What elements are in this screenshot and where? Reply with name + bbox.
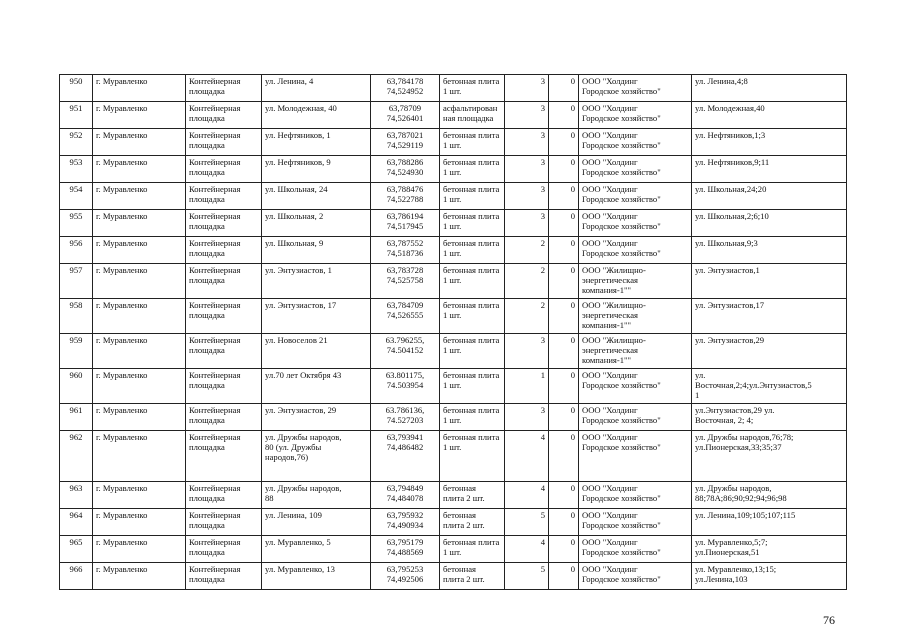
table-row <box>60 129 847 156</box>
row-number: 960 <box>60 369 93 404</box>
volume-cell: 0 <box>549 156 579 183</box>
table-body <box>60 75 847 590</box>
owner-cell: ООО "Холдинг Городское хозяйство" <box>579 183 692 210</box>
site-type-cell: Контейнерная площадка <box>186 536 262 563</box>
site-type-cell: Контейнерная площадка <box>186 210 262 237</box>
coordinates-cell: 63,795179 74,488569 <box>371 536 440 563</box>
volume-cell: 0 <box>549 334 579 369</box>
surface-cell: бетонная плита 1 шт. <box>440 183 505 210</box>
address-cell: ул. Ленина, 109 <box>262 509 371 536</box>
coordinates-cell: 63,786194 74,517945 <box>371 210 440 237</box>
row-number: 965 <box>60 536 93 563</box>
volume-cell: 0 <box>549 509 579 536</box>
surface-cell: бетонная плита 2 шт. <box>440 482 505 509</box>
volume-cell: 0 <box>549 299 579 334</box>
site-type-cell: Контейнерная площадка <box>186 404 262 431</box>
table-row <box>60 264 847 299</box>
volume-cell: 0 <box>549 563 579 590</box>
surface-cell: бетонная плита 1 шт. <box>440 431 505 482</box>
row-number: 955 <box>60 210 93 237</box>
served-addresses-cell: ул. Энтузиастов,17 <box>692 299 847 334</box>
site-type-cell: Контейнерная площадка <box>186 509 262 536</box>
site-type-cell: Контейнерная площадка <box>186 299 262 334</box>
table-row <box>60 482 847 509</box>
owner-cell: ООО "Жилищно- энергетическая компания-1"" <box>579 334 692 369</box>
owner-cell: ООО "Холдинг Городское хозяйство" <box>579 536 692 563</box>
served-addresses-cell: ул. Школьная,2;6;10 <box>692 210 847 237</box>
served-addresses-cell: ул. Энтузиастов,1 <box>692 264 847 299</box>
address-cell: ул. Нефтяников, 9 <box>262 156 371 183</box>
coordinates-cell: 63.786136, 74.527203 <box>371 404 440 431</box>
city-cell: г. Муравленко <box>93 210 186 237</box>
address-cell: ул. Дружбы народов, 80 (ул. Дружбы народов,76) <box>262 431 371 482</box>
row-number: 953 <box>60 156 93 183</box>
site-type-cell: Контейнерная площадка <box>186 237 262 264</box>
city-cell: г. Муравленко <box>93 264 186 299</box>
owner-cell: ООО "Холдинг Городское хозяйство" <box>579 237 692 264</box>
owner-cell: ООО "Холдинг Городское хозяйство" <box>579 482 692 509</box>
served-addresses-cell: ул. Школьная,24;20 <box>692 183 847 210</box>
coordinates-cell: 63,795932 74,490934 <box>371 509 440 536</box>
site-type-cell: Контейнерная площадка <box>186 482 262 509</box>
served-addresses-cell: ул. Дружбы народов, 88;78А;86;90;92;94;96;98 <box>692 482 847 509</box>
coordinates-cell: 63,788286 74,524930 <box>371 156 440 183</box>
coordinates-cell: 63,78709 74,526401 <box>371 102 440 129</box>
surface-cell: бетонная плита 2 шт. <box>440 563 505 590</box>
coordinates-cell: 63,787552 74,518736 <box>371 237 440 264</box>
row-number: 962 <box>60 431 93 482</box>
table-row <box>60 183 847 210</box>
address-cell: ул.70 лет Октября 43 <box>262 369 371 404</box>
served-addresses-cell: ул. Энтузиастов,29 <box>692 334 847 369</box>
served-addresses-cell: ул. Ленина,109;105;107;115 <box>692 509 847 536</box>
volume-cell: 0 <box>549 536 579 563</box>
surface-cell: бетонная плита 1 шт. <box>440 536 505 563</box>
site-type-cell: Контейнерная площадка <box>186 102 262 129</box>
owner-cell: ООО "Холдинг Городское хозяйство" <box>579 129 692 156</box>
row-number: 951 <box>60 102 93 129</box>
row-number: 954 <box>60 183 93 210</box>
city-cell: г. Муравленко <box>93 404 186 431</box>
container-count-cell: 3 <box>505 129 549 156</box>
owner-cell: ООО "Холдинг Городское хозяйство" <box>579 210 692 237</box>
served-addresses-cell: ул. Нефтяников,1;3 <box>692 129 847 156</box>
volume-cell: 0 <box>549 431 579 482</box>
site-type-cell: Контейнерная площадка <box>186 431 262 482</box>
coordinates-cell: 63,788476 74,522788 <box>371 183 440 210</box>
site-type-cell: Контейнерная площадка <box>186 183 262 210</box>
table-row <box>60 75 847 102</box>
address-cell: ул. Энтузиастов, 29 <box>262 404 371 431</box>
surface-cell: бетонная плита 1 шт. <box>440 264 505 299</box>
table-row <box>60 509 847 536</box>
container-count-cell: 3 <box>505 183 549 210</box>
surface-cell: бетонная плита 1 шт. <box>440 75 505 102</box>
container-count-cell: 4 <box>505 536 549 563</box>
owner-cell: ООО "Холдинг Городское хозяйство" <box>579 75 692 102</box>
city-cell: г. Муравленко <box>93 75 186 102</box>
owner-cell: ООО "Холдинг Городское хозяйство" <box>579 563 692 590</box>
city-cell: г. Муравленко <box>93 431 186 482</box>
address-cell: ул. Энтузиастов, 1 <box>262 264 371 299</box>
served-addresses-cell: ул. Школьная,9;3 <box>692 237 847 264</box>
table-row <box>60 431 847 482</box>
served-addresses-cell: ул. Дружбы народов,76;78; ул.Пионерская,33;35;37 <box>692 431 847 482</box>
table-row <box>60 102 847 129</box>
coordinates-cell: 63,784709 74,526555 <box>371 299 440 334</box>
address-cell: ул. Ленина, 4 <box>262 75 371 102</box>
city-cell: г. Муравленко <box>93 299 186 334</box>
surface-cell: бетонная плита 1 шт. <box>440 210 505 237</box>
table-row <box>60 369 847 404</box>
table-row <box>60 563 847 590</box>
volume-cell: 0 <box>549 404 579 431</box>
served-addresses-cell: ул. Муравленко,13;15; ул.Ленина,103 <box>692 563 847 590</box>
row-number: 961 <box>60 404 93 431</box>
row-number: 964 <box>60 509 93 536</box>
container-count-cell: 3 <box>505 75 549 102</box>
row-number: 952 <box>60 129 93 156</box>
container-count-cell: 3 <box>505 404 549 431</box>
volume-cell: 0 <box>549 129 579 156</box>
city-cell: г. Муравленко <box>93 482 186 509</box>
city-cell: г. Муравленко <box>93 334 186 369</box>
container-count-cell: 1 <box>505 369 549 404</box>
owner-cell: ООО "Жилищно- энергетическая компания-1"" <box>579 264 692 299</box>
row-number: 957 <box>60 264 93 299</box>
surface-cell: бетонная плита 1 шт. <box>440 237 505 264</box>
city-cell: г. Муравленко <box>93 183 186 210</box>
site-type-cell: Контейнерная площадка <box>186 334 262 369</box>
surface-cell: бетонная плита 1 шт. <box>440 334 505 369</box>
address-cell: ул. Новоселов 21 <box>262 334 371 369</box>
coordinates-cell: 63,794849 74,484078 <box>371 482 440 509</box>
served-addresses-cell: ул.Энтузиастов,29 ул. Восточная, 2; 4; <box>692 404 847 431</box>
surface-cell: асфальтирован ная площадка <box>440 102 505 129</box>
container-count-cell: 3 <box>505 210 549 237</box>
page-number: 76 <box>823 613 835 627</box>
city-cell: г. Муравленко <box>93 156 186 183</box>
row-number: 966 <box>60 563 93 590</box>
volume-cell: 0 <box>549 482 579 509</box>
table-row <box>60 334 847 369</box>
volume-cell: 0 <box>549 210 579 237</box>
table-row <box>60 237 847 264</box>
row-number: 963 <box>60 482 93 509</box>
served-addresses-cell: ул. Молодежная,40 <box>692 102 847 129</box>
address-cell: ул. Дружбы народов, 88 <box>262 482 371 509</box>
volume-cell: 0 <box>549 102 579 129</box>
container-count-cell: 5 <box>505 509 549 536</box>
owner-cell: ООО "Холдинг Городское хозяйство" <box>579 369 692 404</box>
address-cell: ул. Школьная, 24 <box>262 183 371 210</box>
site-type-cell: Контейнерная площадка <box>186 129 262 156</box>
city-cell: г. Муравленко <box>93 102 186 129</box>
waste-sites-table <box>59 74 847 590</box>
owner-cell: ООО "Жилищно- энергетическая компания-1"" <box>579 299 692 334</box>
container-count-cell: 3 <box>505 102 549 129</box>
volume-cell: 0 <box>549 237 579 264</box>
coordinates-cell: 63,787021 74,529119 <box>371 129 440 156</box>
row-number: 959 <box>60 334 93 369</box>
container-count-cell: 5 <box>505 563 549 590</box>
table-row <box>60 156 847 183</box>
table-row <box>60 299 847 334</box>
surface-cell: бетонная плита 2 шт. <box>440 509 505 536</box>
volume-cell: 0 <box>549 75 579 102</box>
container-count-cell: 4 <box>505 431 549 482</box>
owner-cell: ООО "Холдинг Городское хозяйство" <box>579 156 692 183</box>
site-type-cell: Контейнерная площадка <box>186 75 262 102</box>
volume-cell: 0 <box>549 183 579 210</box>
table-row <box>60 536 847 563</box>
served-addresses-cell: ул. Восточная,2;4;ул.Энтузиастов,5 1 <box>692 369 847 404</box>
surface-cell: бетонная плита 1 шт. <box>440 299 505 334</box>
coordinates-cell: 63,784178 74,524952 <box>371 75 440 102</box>
table-row <box>60 404 847 431</box>
volume-cell: 0 <box>549 369 579 404</box>
surface-cell: бетонная плита 1 шт. <box>440 404 505 431</box>
address-cell: ул. Муравленко, 13 <box>262 563 371 590</box>
container-count-cell: 3 <box>505 334 549 369</box>
container-count-cell: 2 <box>505 299 549 334</box>
address-cell: ул. Молодежная, 40 <box>262 102 371 129</box>
row-number: 950 <box>60 75 93 102</box>
city-cell: г. Муравленко <box>93 563 186 590</box>
site-type-cell: Контейнерная площадка <box>186 369 262 404</box>
served-addresses-cell: ул. Нефтяников,9;11 <box>692 156 847 183</box>
site-type-cell: Контейнерная площадка <box>186 156 262 183</box>
site-type-cell: Контейнерная площадка <box>186 563 262 590</box>
surface-cell: бетонная плита 1 шт. <box>440 369 505 404</box>
city-cell: г. Муравленко <box>93 509 186 536</box>
coordinates-cell: 63.801175, 74.503954 <box>371 369 440 404</box>
row-number: 956 <box>60 237 93 264</box>
address-cell: ул. Энтузиастов, 17 <box>262 299 371 334</box>
container-count-cell: 2 <box>505 264 549 299</box>
owner-cell: ООО "Холдинг Городское хозяйство" <box>579 509 692 536</box>
owner-cell: ООО "Холдинг Городское хозяйство" <box>579 431 692 482</box>
container-count-cell: 4 <box>505 482 549 509</box>
address-cell: ул. Школьная, 9 <box>262 237 371 264</box>
owner-cell: ООО "Холдинг Городское хозяйство" <box>579 102 692 129</box>
city-cell: г. Муравленко <box>93 129 186 156</box>
coordinates-cell: 63,795253 74,492506 <box>371 563 440 590</box>
container-count-cell: 3 <box>505 156 549 183</box>
volume-cell: 0 <box>549 264 579 299</box>
coordinates-cell: 63,793941 74,486482 <box>371 431 440 482</box>
row-number: 958 <box>60 299 93 334</box>
coordinates-cell: 63.796255, 74.504152 <box>371 334 440 369</box>
city-cell: г. Муравленко <box>93 237 186 264</box>
served-addresses-cell: ул. Ленина,4;8 <box>692 75 847 102</box>
table-row <box>60 210 847 237</box>
surface-cell: бетонная плита 1 шт. <box>440 156 505 183</box>
surface-cell: бетонная плита 1 шт. <box>440 129 505 156</box>
site-type-cell: Контейнерная площадка <box>186 264 262 299</box>
address-cell: ул. Нефтяников, 1 <box>262 129 371 156</box>
address-cell: ул. Школьная, 2 <box>262 210 371 237</box>
city-cell: г. Муравленко <box>93 369 186 404</box>
owner-cell: ООО "Холдинг Городское хозяйство" <box>579 404 692 431</box>
served-addresses-cell: ул. Муравленко,5;7; ул.Пионерская,51 <box>692 536 847 563</box>
container-count-cell: 2 <box>505 237 549 264</box>
coordinates-cell: 63,783728 74,525758 <box>371 264 440 299</box>
city-cell: г. Муравленко <box>93 536 186 563</box>
address-cell: ул. Муравленко, 5 <box>262 536 371 563</box>
